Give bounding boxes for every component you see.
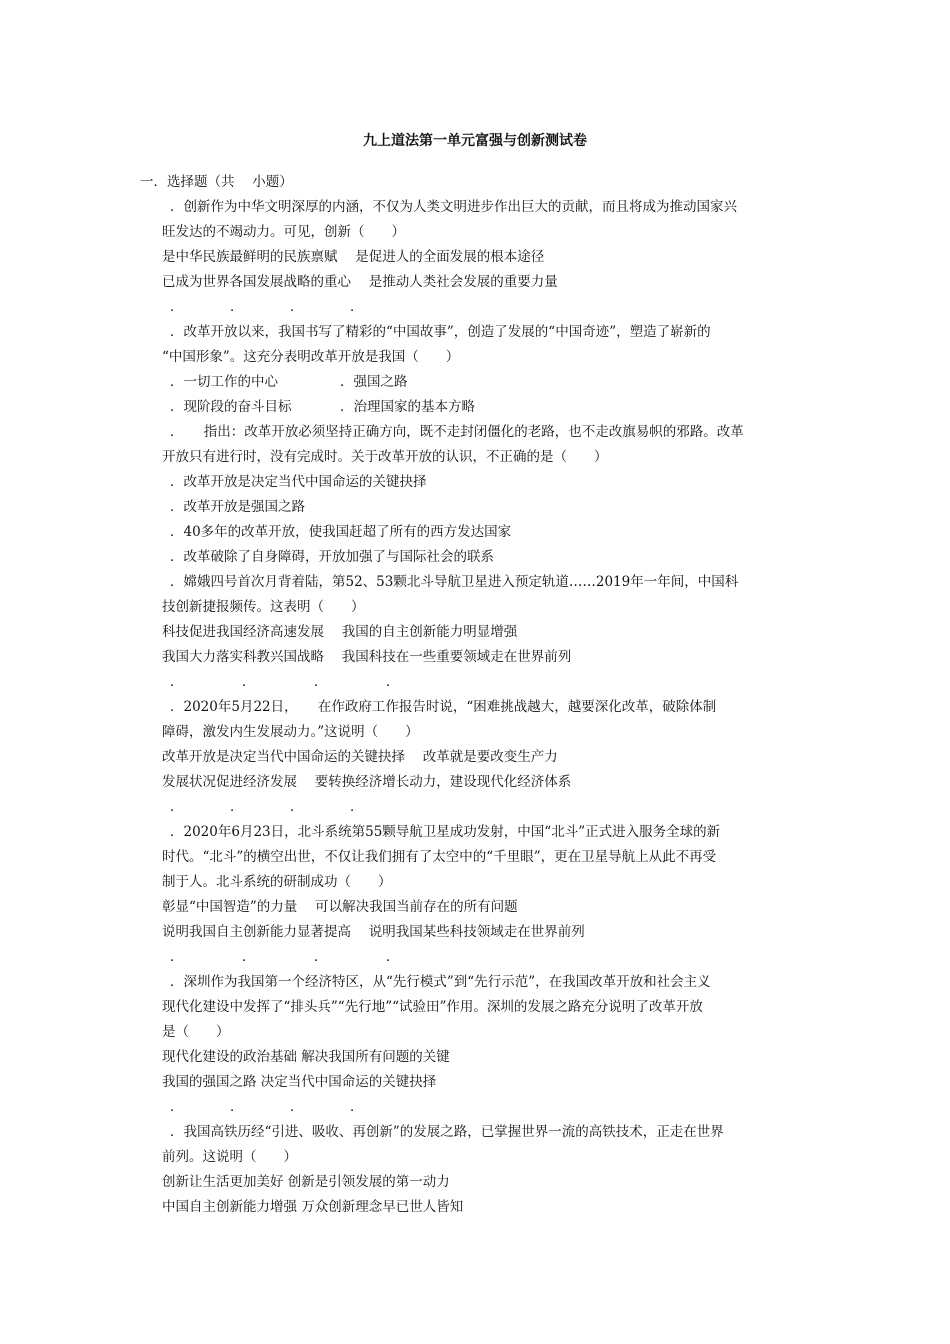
question-7-statement-1: 现代化建设的政治基础 解决我国所有问题的关键: [162, 1049, 450, 1065]
question-2-stem-cont: “中国形象”。这充分表明改革开放是我国（ ）: [162, 349, 460, 365]
page-title: 九上道法第一单元富强与创新测试卷: [363, 133, 587, 149]
question-1-stem: ．创新作为中华文明深厚的内涵，不仅为人类文明进步作出巨大的贡献，而且将成为推动国家兴: [170, 199, 737, 215]
question-6-stem-cont-2: 制于人。北斗系统的研制成功（ ）: [162, 874, 392, 890]
option-a[interactable]: ．一切工作的中心: [170, 374, 278, 390]
question-5-statement-1: 改革开放是决定当代中国命运的关键抉择 改革就是要改变生产力: [162, 749, 558, 765]
option-d[interactable]: ．: [350, 799, 364, 815]
option-d[interactable]: ．治理国家的基本方略: [340, 399, 475, 415]
option-a[interactable]: ．: [170, 799, 184, 815]
option-b[interactable]: ．: [242, 674, 256, 690]
question-6-statement-2: 说明我国自主创新能力显著提高 说明我国某些科技领域走在世界前列: [162, 924, 585, 940]
question-8-statement-2: 中国自主创新能力增强 万众创新理念早已世人皆知: [162, 1199, 464, 1215]
question-3-stem: ． 指出：改革开放必须坚持正确方向，既不走封闭僵化的老路，也不走改旗易帜的邪路。改革: [170, 424, 744, 440]
question-4-statement-2: 我国大力落实科教兴国战略 我国科技在一些重要领域走在世界前列: [162, 649, 572, 665]
question-5-stem: ．2020年5月22日， 在作政府工作报告时说，“困难挑战越大，越要深化改革，破除体制: [170, 699, 717, 715]
option-c[interactable]: ．: [290, 1099, 304, 1115]
option-d[interactable]: ．: [386, 949, 400, 965]
question-7-options: [140, 1095, 815, 1120]
option-c[interactable]: ．: [314, 949, 328, 965]
question-5-stem-cont: 障碍，激发内生发展动力。”这说明（ ）: [162, 724, 419, 740]
option-b[interactable]: ．: [230, 1099, 244, 1115]
question-2-stem: ．改革开放以来，我国书写了精彩的“中国故事”，创造了发展的“中国奇迹”，塑造了崭新的: [170, 324, 711, 340]
option-c[interactable]: ．40多年的改革开放，使我国赶超了所有的西方发达国家: [170, 524, 512, 540]
question-1-options: [140, 295, 815, 320]
option-c[interactable]: ．: [290, 799, 304, 815]
question-7-stem-cont-2: 是（ ）: [162, 1024, 230, 1040]
question-7-statement-2: 我国的强国之路 决定当代中国命运的关键抉择: [162, 1074, 437, 1090]
option-a[interactable]: ．改革开放是决定当代中国命运的关键抉择: [170, 474, 427, 490]
question-1-statement-2: 已成为世界各国发展战略的重心 是推动人类社会发展的重要力量: [162, 274, 558, 290]
question-list: [140, 170, 815, 1220]
option-d[interactable]: ．: [386, 674, 400, 690]
question-3-stem-cont: 开放只有进行时，没有完成时。关于改革开放的认识，不正确的是（ ）: [162, 449, 608, 465]
question-8-stem-cont: 前列。这说明（ ）: [162, 1149, 297, 1165]
option-b[interactable]: ．: [230, 799, 244, 815]
question-6-statement-1: 彰显“中国智造”的力量 可以解决我国当前存在的所有问题: [162, 899, 518, 915]
question-4-statement-1: 科技促进我国经济高速发展 我国的自主创新能力明显增强: [162, 624, 518, 640]
question-1-statement-1: 是中华民族最鲜明的民族禀赋 是促进人的全面发展的根本途径: [162, 249, 545, 265]
question-8-statement-1: 创新让生活更加美好 创新是引领发展的第一动力: [162, 1174, 450, 1190]
question-5-options: [140, 795, 815, 820]
option-b[interactable]: ．: [242, 949, 256, 965]
option-a[interactable]: ．: [170, 674, 184, 690]
option-d[interactable]: ．改革破除了自身障碍，开放加强了与国际社会的联系: [170, 549, 494, 565]
question-7-stem: ．深圳作为我国第一个经济特区，从“先行模式”到“先行示范”，在我国改革开放和社会主义: [170, 974, 711, 990]
option-a[interactable]: ．: [170, 299, 184, 315]
option-b[interactable]: ．强国之路: [340, 374, 408, 390]
question-2-options-cd: [140, 395, 815, 420]
option-c[interactable]: ．: [290, 299, 304, 315]
option-b[interactable]: ．: [230, 299, 244, 315]
question-1-stem-cont: 旺发达的不竭动力。可见，创新（ ）: [162, 224, 405, 240]
section-heading: 一．选择题（共 小题）: [140, 174, 293, 190]
option-a[interactable]: ．: [170, 949, 184, 965]
option-a[interactable]: ．: [170, 1099, 184, 1115]
question-6-options: [140, 945, 815, 970]
question-4-stem-cont: 技创新捷报频传。这表明（ ）: [162, 599, 365, 615]
question-4-options: [140, 670, 815, 695]
question-6-stem-cont: 时代。“北斗”的横空出世，不仅让我们拥有了太空中的“千里眼”，更在卫星导航上从此不再受: [162, 849, 717, 865]
question-7-stem-cont: 现代化建设中发挥了“排头兵”“先行地”“试验田”作用。深圳的发展之路充分说明了改革开放: [162, 999, 703, 1015]
question-5-statement-2: 发展状况促进经济发展 要转换经济增长动力，建设现代化经济体系: [162, 774, 572, 790]
option-d[interactable]: ．: [350, 1099, 364, 1115]
question-4-stem: ．嫦娥四号首次月背着陆，第52、53颗北斗导航卫星进入预定轨道……2019年一年间，中国科: [170, 574, 739, 590]
option-c[interactable]: ．现阶段的奋斗目标: [170, 399, 292, 415]
question-8-stem: ．我国高铁历经“引进、吸收、再创新”的发展之路，已掌握世界一流的高铁技术，正走在世界: [170, 1124, 724, 1140]
option-c[interactable]: ．: [314, 674, 328, 690]
option-b[interactable]: ．改革开放是强国之路: [170, 499, 305, 515]
option-d[interactable]: ．: [350, 299, 364, 315]
question-6-stem: ．2020年6月23日，北斗系统第55颗导航卫星成功发射，中国“北斗”正式进入服务全球的新: [170, 824, 721, 840]
question-2-options-ab: [140, 370, 815, 395]
